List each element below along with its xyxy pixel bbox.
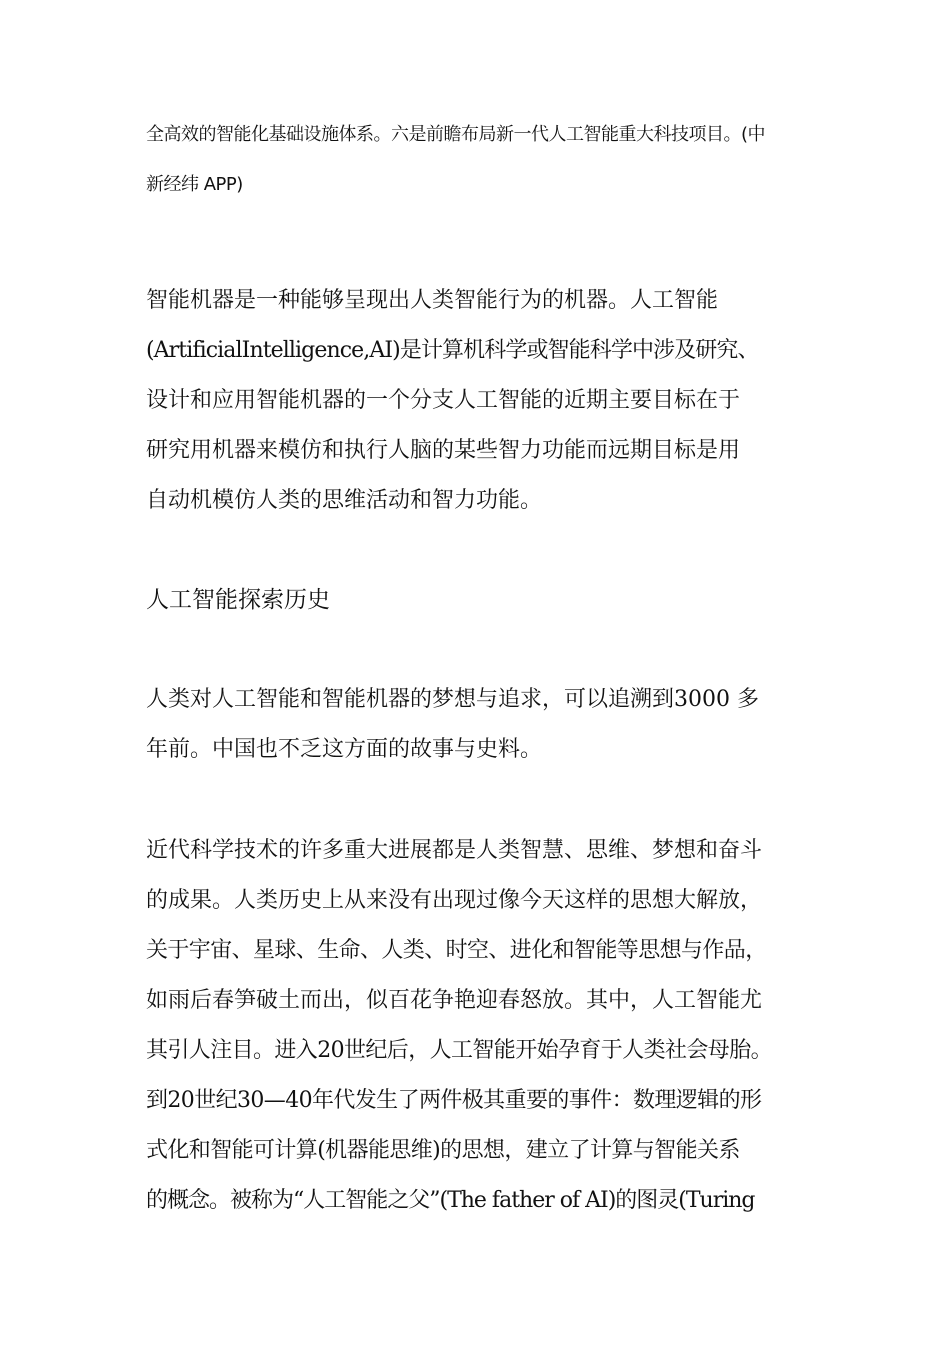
text-line: 到20世纪30—40年代发生了两件极其重要的事件：数理逻辑的形 (146, 1088, 762, 1113)
text-line: 人类对人工智能和智能机器的梦想与追求，可以追溯到3000 多 (146, 687, 759, 712)
text-line: (ArtificialIntelligence,AI)是计算机科学或智能科学中涉及研究、 (146, 338, 759, 363)
text-line: 设计和应用智能机器的一个分支人工智能的近期主要目标在于 (146, 388, 741, 413)
text-line: 智能机器是一种能够呈现出人类智能行为的机器。人工智能 (146, 288, 719, 313)
text-line: 的成果。人类历史上从来没有出现过像今天这样的思想大解放， (146, 888, 763, 913)
text-line: 自动机模仿人类的思维活动和智力功能。 (146, 488, 543, 513)
text-line: 关于宇宙、星球、生命、人类、时空、进化和智能等思想与作品， (146, 938, 767, 963)
text-line: 年前。中国也不乏这方面的故事与史料。 (146, 737, 543, 762)
definition-paragraph (146, 276, 818, 526)
text-line: 近代科学技术的许多重大进展都是人类智慧、思维、梦想和奋斗 (146, 838, 763, 863)
text-line: 其引人注目。进入20世纪后，人工智能开始孕育于人类社会母胎。 (146, 1038, 772, 1063)
intro-paragraph (146, 110, 818, 210)
text-line: 全高效的智能化基础设施体系。六是前瞻布局新一代人工智能重大科技项目。(中 (146, 124, 766, 145)
history-paragraph (146, 675, 818, 775)
text-line: 研究用机器来模仿和执行人脑的某些智力功能而远期目标是用 (146, 438, 741, 463)
text-line: 新经纬 APP) (146, 174, 243, 195)
modern-science-paragraph (146, 826, 818, 1226)
text-line: 的概念。被称为“人工智能之父”(The father of AI)的图灵(Turing (146, 1188, 755, 1213)
section-heading: 人工智能探索历史 (146, 587, 330, 613)
text-line: 式化和智能可计算(机器能思维)的思想，建立了计算与智能关系 (146, 1138, 740, 1163)
text-line: 如雨后春笋破土而出，似百花争艳迎春怒放。其中，人工智能尤 (146, 988, 763, 1013)
